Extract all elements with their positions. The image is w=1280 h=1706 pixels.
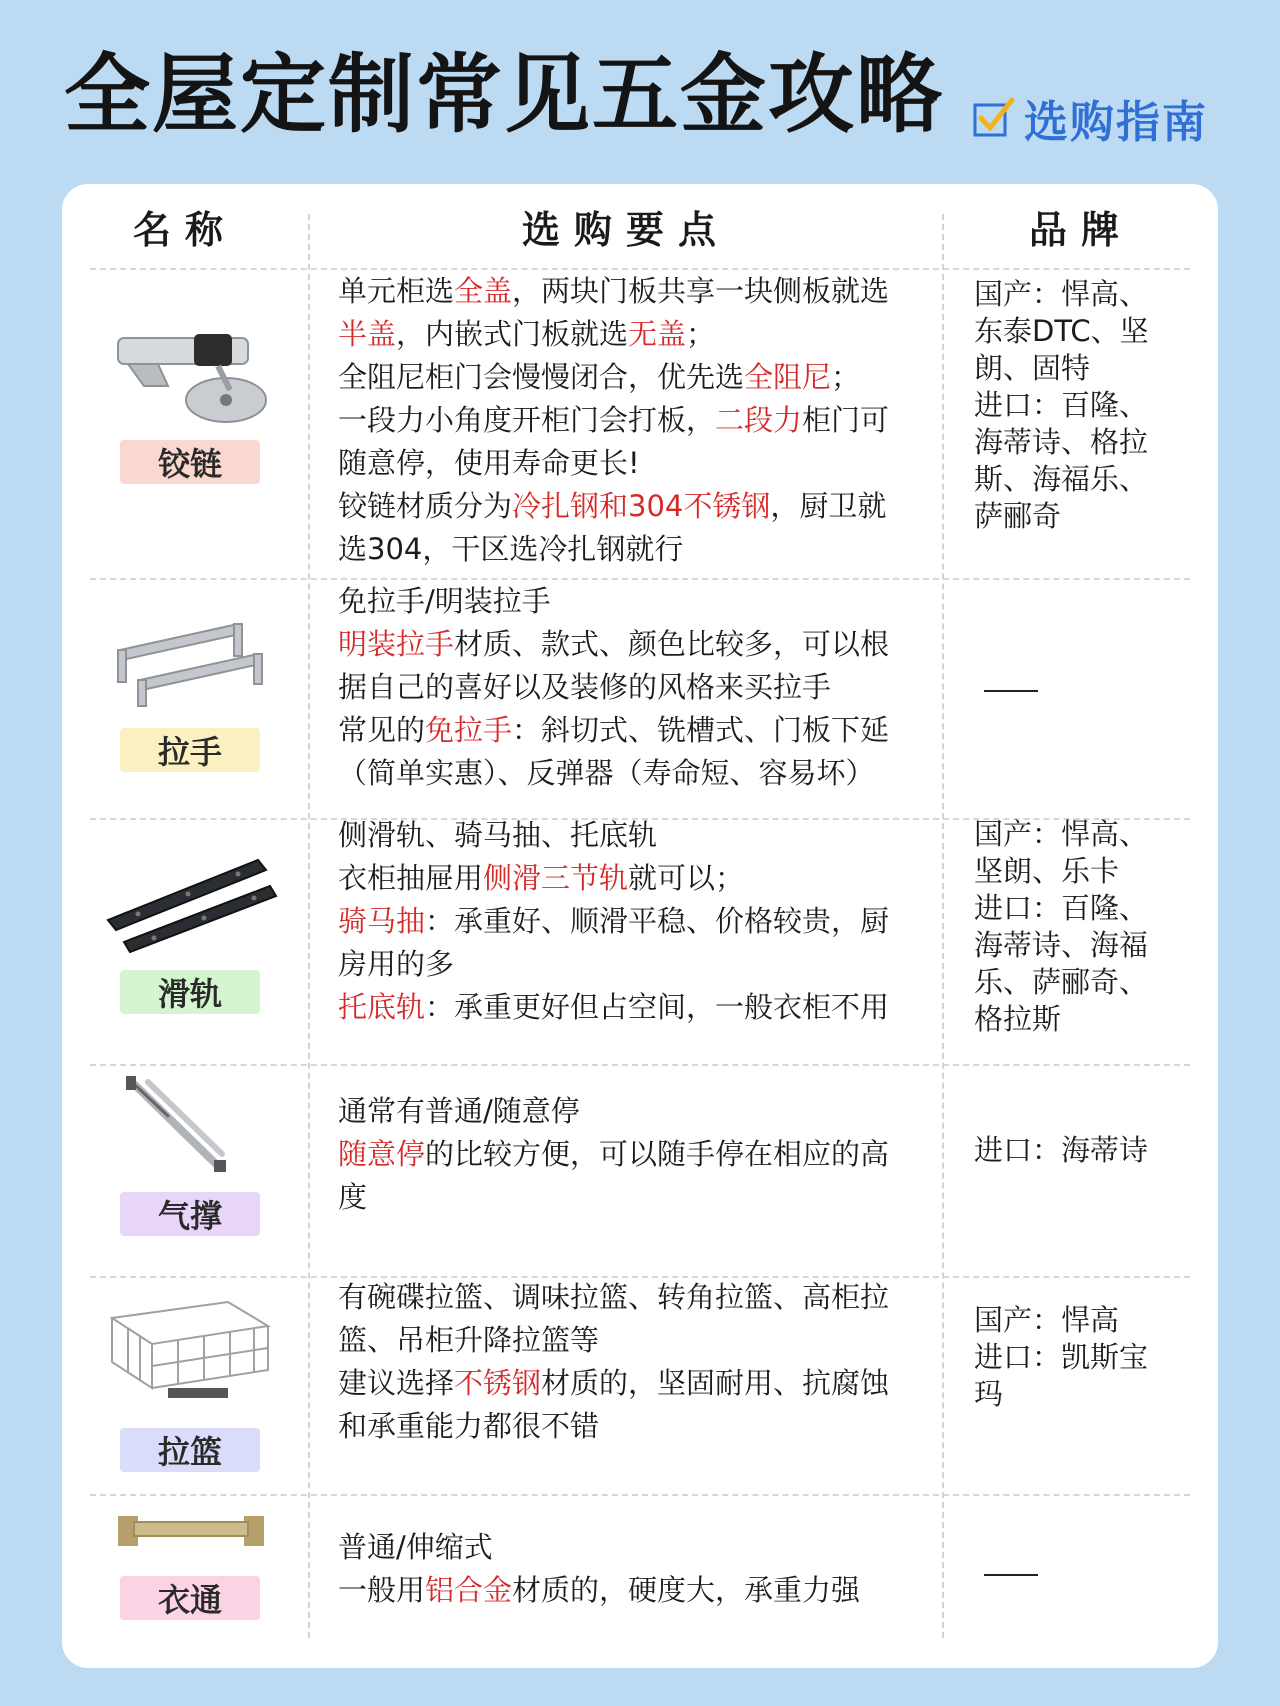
- hardware-table: [62, 184, 1218, 1668]
- point-text: 材质的，坚固耐用、抗腐蚀: [541, 1366, 890, 1400]
- point-text: 度: [338, 1180, 368, 1214]
- hinge-image: [98, 320, 278, 430]
- header-points: 选购要点: [521, 207, 730, 252]
- brand-line: 国产：悍高、: [974, 817, 1149, 851]
- point-line: [338, 1176, 998, 1219]
- brand-line: 萨郦奇: [974, 499, 1062, 533]
- point-text: 一段力小角度开柜门会打板，: [338, 403, 716, 437]
- point-text: 建议选择: [338, 1366, 455, 1400]
- point-text: 材质的，硬度大，承重力强: [512, 1573, 861, 1607]
- highlight-text: 托底轨: [338, 990, 426, 1024]
- point-line: [338, 666, 998, 709]
- table-row-hinge: [62, 270, 1218, 566]
- no-brand-dash: [984, 690, 1038, 692]
- brand-line: 东泰DTC、坚: [974, 314, 1149, 348]
- wardrobe-rail-image: [98, 1504, 278, 1558]
- highlight-text: 免拉手: [425, 713, 513, 747]
- brand-line: 朗、固特: [974, 351, 1091, 385]
- handle-image: [98, 610, 278, 710]
- slide-rail-image: [98, 846, 278, 956]
- selection-points: [338, 814, 998, 1029]
- brand-line: 进口：凯斯宝: [974, 1340, 1149, 1374]
- point-line: [338, 1405, 998, 1448]
- point-text: 侧滑轨、骑马抽、托底轨: [338, 818, 658, 852]
- highlight-text: 全盖: [454, 274, 513, 308]
- item-tag: 铰链: [120, 440, 260, 484]
- brand-line: 进口：海蒂诗: [974, 1133, 1149, 1167]
- point-text: 普通/伸缩式: [338, 1530, 493, 1564]
- point-line: [338, 399, 998, 442]
- point-line: [338, 1276, 998, 1319]
- point-line: [338, 857, 998, 900]
- highlight-text: 二段力: [715, 403, 803, 437]
- point-line: [338, 1133, 998, 1176]
- table-row-wardrobe-rail: [62, 1496, 1218, 1656]
- brand-list: [974, 816, 1184, 1038]
- brand-line: 海蒂诗、海福: [974, 928, 1149, 962]
- item-tag: 拉手: [120, 728, 260, 772]
- item-tag: 滑轨: [120, 970, 260, 1014]
- point-text: ，两块门板共享一块侧板就选: [512, 274, 890, 308]
- point-text: 和承重能力都很不错: [338, 1409, 600, 1443]
- highlight-text: 半盖: [338, 317, 397, 351]
- point-line: [338, 943, 998, 986]
- selection-points: [338, 270, 998, 571]
- point-line: [338, 356, 998, 399]
- point-line: [338, 528, 998, 571]
- point-line: [338, 1362, 998, 1405]
- point-line: [338, 485, 998, 528]
- basket-image: [98, 1292, 278, 1402]
- header-name: 名称: [132, 207, 237, 252]
- point-line: [338, 1090, 998, 1133]
- brand-line: 乐、萨郦奇、: [974, 965, 1149, 999]
- point-line: [338, 313, 998, 356]
- item-tag: 气撑: [120, 1192, 260, 1236]
- item-tag: 衣通: [120, 1576, 260, 1620]
- table-row-basket: [62, 1278, 1218, 1476]
- selection-points: [338, 1090, 998, 1219]
- table-row-slide-rail: [62, 817, 1218, 1046]
- guide-badge: [972, 86, 1208, 150]
- highlight-text: 全阻尼: [744, 360, 832, 394]
- item-tag: 拉篮: [120, 1428, 260, 1472]
- highlight-text: 侧滑三节轨: [483, 861, 629, 895]
- point-text: 据自己的喜好以及装修的风格来买拉手: [338, 670, 832, 704]
- selection-points: [338, 1526, 998, 1612]
- point-text: 选304，干区选冷扎钢就行: [338, 532, 684, 566]
- point-line: [338, 270, 998, 313]
- point-text: 一般用: [338, 1573, 426, 1607]
- brand-line: 格拉斯: [974, 1002, 1062, 1036]
- gas-strut-image: [98, 1074, 278, 1174]
- point-line: [338, 986, 998, 1029]
- brand-line: 国产：悍高: [974, 1303, 1120, 1337]
- brand-line: 进口：百隆、: [974, 388, 1149, 422]
- point-text: （简单实惠）、反弹器（寿命短、容易坏）: [338, 756, 875, 790]
- point-line: [338, 442, 998, 485]
- guide-label: 选购指南: [1024, 97, 1208, 148]
- table-row-gas-strut: [62, 1066, 1218, 1254]
- brand-line: 进口：百隆、: [974, 891, 1149, 925]
- point-text: 铰链材质分为: [338, 489, 513, 523]
- highlight-text: 铝合金: [425, 1573, 513, 1607]
- highlight-text: 不锈钢: [454, 1366, 542, 1400]
- point-line: [338, 1319, 998, 1362]
- checkbox-icon: [972, 96, 1016, 140]
- point-text: 房用的多: [338, 947, 455, 981]
- brand-line: 玛: [974, 1377, 1004, 1411]
- highlight-text: 骑马抽: [338, 904, 426, 938]
- brand-list: [974, 276, 1184, 535]
- brand-list: [974, 1132, 1184, 1169]
- point-text: 篮、吊柜升降拉篮等: [338, 1323, 600, 1357]
- point-line: [338, 814, 998, 857]
- point-text: 常见的: [338, 713, 426, 747]
- brand-line: 海蒂诗、格拉: [974, 425, 1149, 459]
- brand-line: 坚朗、乐卡: [974, 854, 1120, 888]
- page-title: 全屋定制常见五金攻略: [64, 45, 944, 145]
- point-text: ；: [686, 317, 716, 351]
- point-text: 材质、款式、颜色比较多，可以根: [454, 627, 890, 661]
- point-text: 的比较方便，可以随手停在相应的高: [425, 1137, 890, 1171]
- no-brand-dash: [984, 1574, 1038, 1576]
- selection-points: [338, 1276, 998, 1448]
- point-text: ，厨卫就: [770, 489, 887, 523]
- point-text: 通常有普通/随意停: [338, 1094, 580, 1128]
- point-text: ：承重更好但占空间，一般衣柜不用: [425, 990, 890, 1024]
- highlight-text: 明装拉手: [338, 627, 455, 661]
- brand-line: 国产：悍高、: [974, 277, 1149, 311]
- point-line: [338, 752, 998, 795]
- highlight-text: 随意停: [338, 1137, 426, 1171]
- point-text: 全阻尼柜门会慢慢闭合，优先选: [338, 360, 745, 394]
- table-row-handle: [62, 580, 1218, 802]
- point-line: [338, 580, 998, 623]
- selection-points: [338, 580, 998, 795]
- header-brand: 品牌: [1028, 207, 1133, 252]
- point-text: ：承重好、顺滑平稳、价格较贵，厨: [425, 904, 890, 938]
- brand-line: 斯、海福乐、: [974, 462, 1149, 496]
- point-line: [338, 1569, 998, 1612]
- point-text: ，内嵌式门板就选: [396, 317, 629, 351]
- point-text: 免拉手/明装拉手: [338, 584, 551, 618]
- point-line: [338, 623, 998, 666]
- point-line: [338, 709, 998, 752]
- point-text: ；: [831, 360, 861, 394]
- point-text: 单元柜选: [338, 274, 455, 308]
- brand-list: [974, 1302, 1184, 1413]
- point-text: 就可以；: [628, 861, 745, 895]
- point-line: [338, 900, 998, 943]
- point-line: [338, 1526, 998, 1569]
- point-text: 随意停，使用寿命更长!: [338, 446, 640, 480]
- point-text: 柜门可: [802, 403, 890, 437]
- point-text: 衣柜抽屉用: [338, 861, 484, 895]
- point-text: 有碗碟拉篮、调味拉篮、转角拉篮、高柜拉: [338, 1280, 890, 1314]
- highlight-text: 冷扎钢和304不锈钢: [512, 489, 771, 523]
- point-text: ：斜切式、铣槽式、门板下延: [512, 713, 890, 747]
- highlight-text: 无盖: [628, 317, 687, 351]
